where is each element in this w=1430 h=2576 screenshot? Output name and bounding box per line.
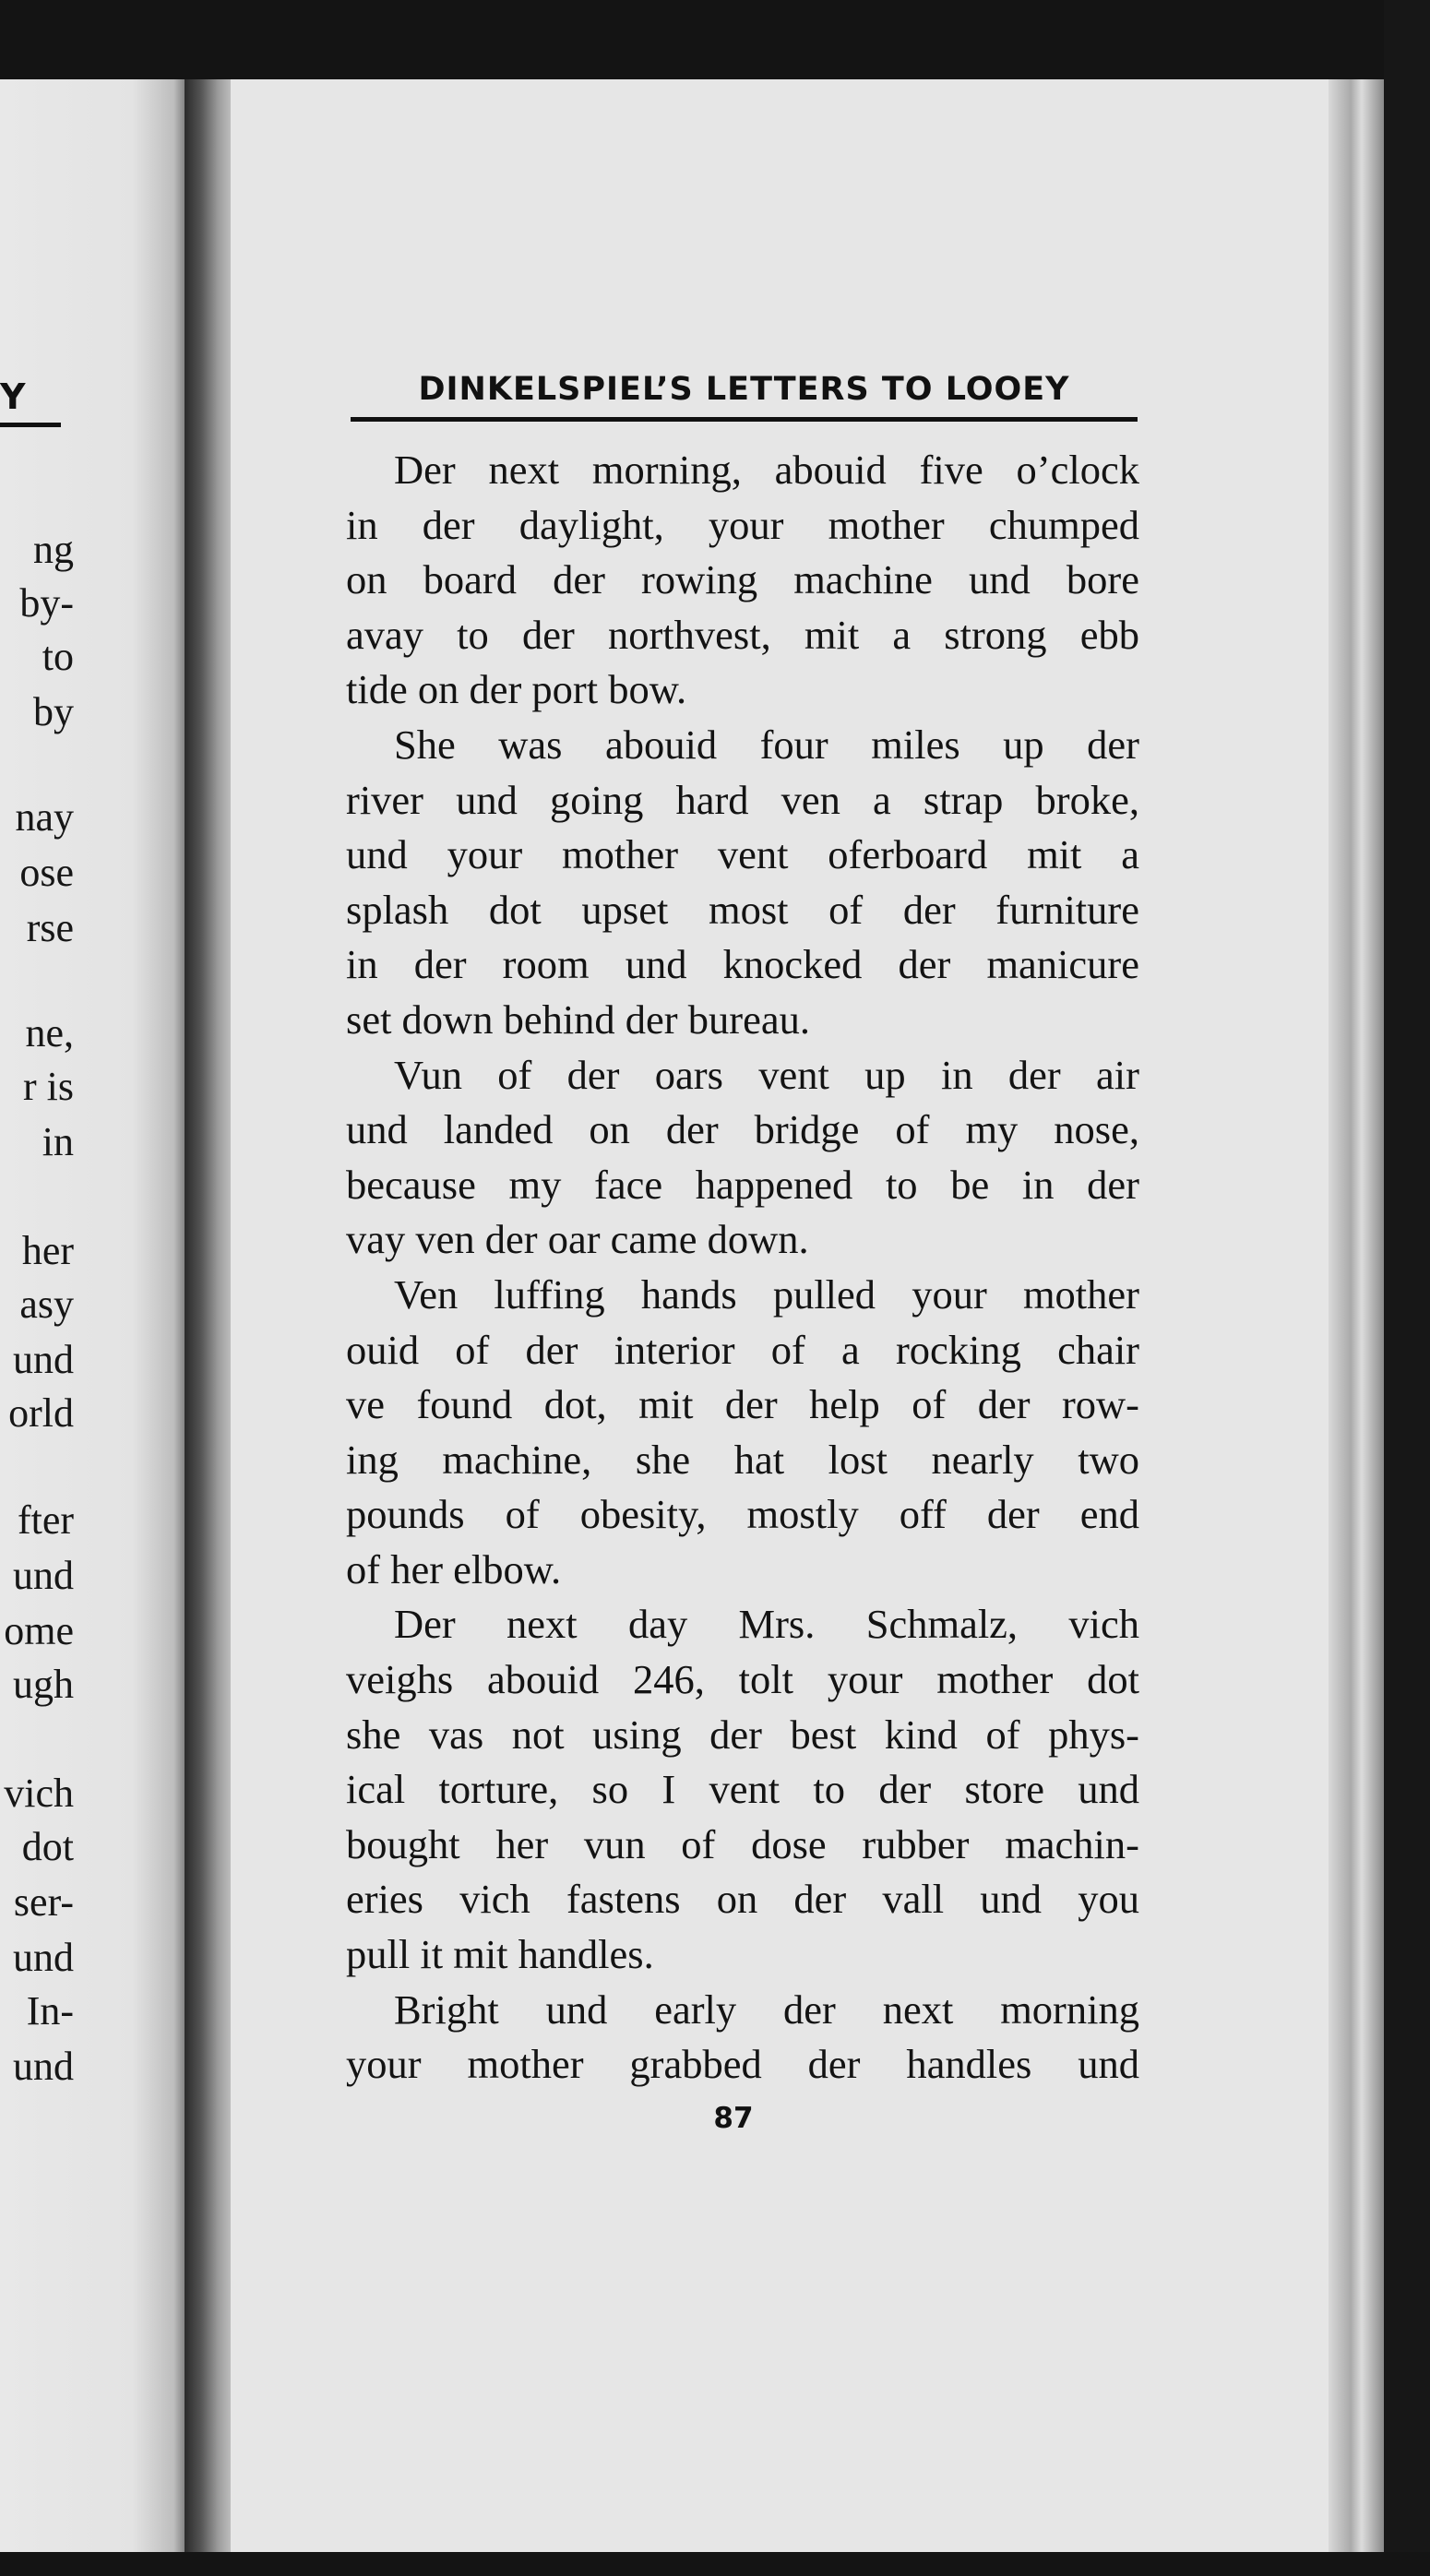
left-text-fragment: ome	[4, 1608, 74, 1653]
text-line: veighs abouid 246, tolt your mother dot	[346, 1656, 1139, 1703]
text-line: ical torture, so I vent to der store und	[346, 1766, 1139, 1813]
bottom-background	[0, 2552, 1430, 2576]
text-line: your mother grabbed der handles und	[346, 2041, 1139, 2088]
text-line: bought her vun of dose rubber machin-	[346, 1820, 1139, 1867]
left-text-fragment: by-	[19, 580, 74, 626]
text-line: Bright und early der next morning	[394, 1986, 1139, 2033]
left-text-fragment: In-	[26, 1988, 74, 2033]
left-text-fragment: asy	[19, 1282, 74, 1327]
text-line: und landed on der bridge of my nose,	[346, 1106, 1139, 1153]
left-text-fragment: rse	[26, 905, 74, 950]
left-text-fragment: to	[42, 634, 74, 679]
left-text-fragment: ose	[19, 850, 74, 895]
top-background	[0, 0, 1430, 85]
page-number: 87	[713, 2102, 754, 2135]
left-text-fragment: dot	[21, 1824, 74, 1869]
left-page	[0, 79, 189, 2552]
text-line: und your mother vent oferboard mit a	[346, 831, 1139, 878]
left-text-fragment: und	[13, 2044, 74, 2089]
left-text-fragment: by	[33, 689, 74, 734]
text-line: Der next day Mrs. Schmalz, vich	[394, 1601, 1139, 1648]
page-edges	[1329, 79, 1384, 2561]
left-text-fragment: r is	[23, 1064, 74, 1109]
text-line: she vas not using der best kind of phys-	[346, 1711, 1139, 1758]
right-background	[1384, 0, 1430, 2576]
text-line: tide on der port bow.	[346, 666, 687, 713]
left-text-fragment: und	[13, 1935, 74, 1980]
left-text-fragment: orld	[8, 1390, 74, 1436]
text-line: Ven luffing hands pulled your mother	[394, 1270, 1139, 1318]
left-text-fragment: in	[42, 1119, 74, 1164]
text-line: pounds of obesity, mostly off der end	[346, 1491, 1139, 1538]
left-text-fragment: und	[13, 1337, 74, 1382]
body-text	[346, 443, 1139, 2093]
left-text-fragment: ugh	[13, 1662, 74, 1707]
left-text-fragment: vich	[4, 1771, 74, 1816]
left-text-fragment: fter	[17, 1497, 74, 1543]
text-line: in der daylight, your mother chumped	[346, 501, 1139, 548]
text-line: She was abouid four miles up der	[394, 721, 1139, 768]
text-line: set down behind der bureau.	[346, 996, 810, 1043]
left-text-fragment: her	[21, 1228, 74, 1273]
text-line: Der next morning, abouid five o’clock	[394, 447, 1139, 493]
running-head: DINKELSPIEL’S LETTERS TO LOOEY	[418, 371, 1070, 408]
left-text-fragment: ng	[33, 527, 74, 572]
left-head-rule	[0, 423, 61, 427]
text-line: of her elbow.	[346, 1545, 562, 1592]
text-line: splash dot upset most of der furniture	[346, 886, 1139, 933]
text-line: ve found dot, mit der help of der row-	[346, 1381, 1139, 1428]
text-line: on board der rowing machine und bore	[346, 556, 1139, 603]
text-line: ing machine, she hat lost nearly two	[346, 1436, 1139, 1483]
running-head-rule	[351, 417, 1138, 422]
text-line: eries vich fastens on der vall und you	[346, 1876, 1139, 1923]
text-line: avay to der northvest, mit a strong ebb	[346, 611, 1139, 658]
text-line: Vun of der oars vent up in der air	[394, 1051, 1139, 1098]
text-line: because my face happened to be in der	[346, 1161, 1139, 1208]
left-text-fragment: und	[13, 1553, 74, 1598]
left-text-fragment: ser-	[13, 1879, 74, 1925]
text-line: pull it mit handles.	[346, 1931, 654, 1978]
text-line: in der room und knocked der manicure	[346, 941, 1139, 988]
left-text-fragment: ne,	[25, 1010, 74, 1055]
text-line: vay ven der oar came down.	[346, 1216, 809, 1263]
text-line: river und going hard ven a strap broke,	[346, 776, 1139, 823]
left-running-head-fragment: Y	[0, 376, 26, 417]
left-text-fragment: nay	[15, 794, 74, 840]
text-line: ouid of der interior of a rocking chair	[346, 1326, 1139, 1373]
